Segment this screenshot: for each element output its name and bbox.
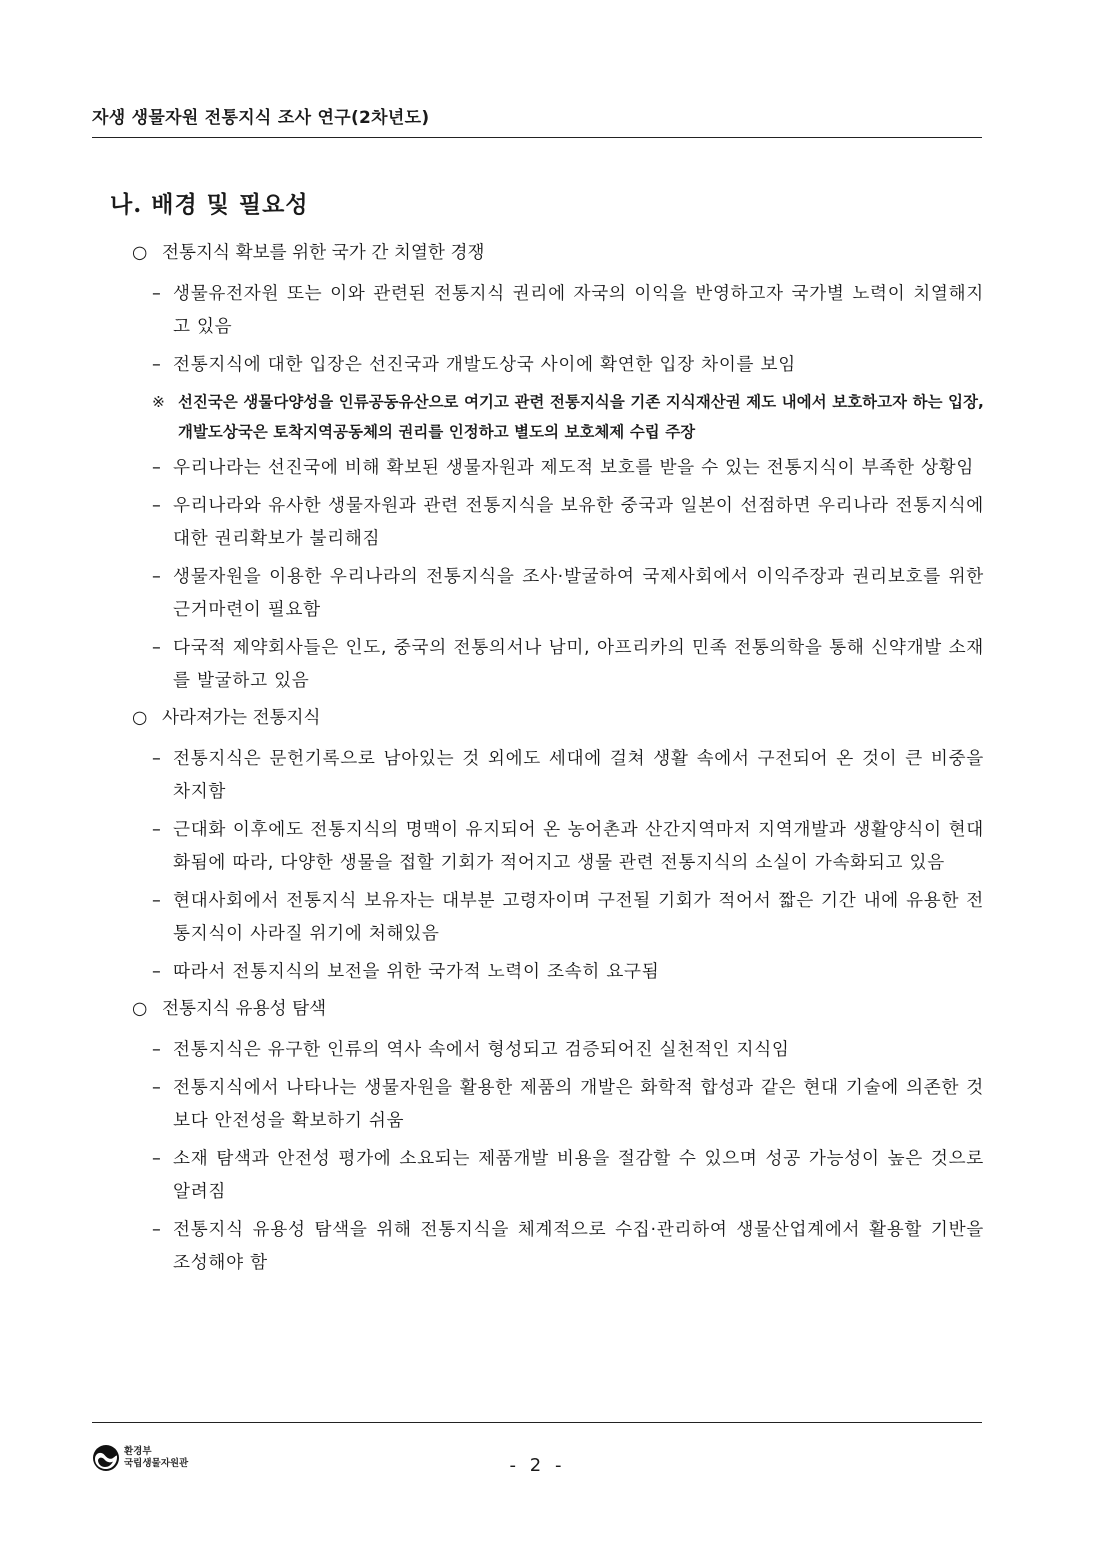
circle-bullet-icon: ○ [132,243,148,263]
document-body [132,238,984,1285]
dash-bullet: – [152,1040,162,1060]
list-item-text: 생물자원을 이용한 우리나라의 전통지식을 조사·발굴하여 국제사회에서 이익주장과 권리보호를 위한 근거마련이 필요함 [173,567,984,620]
dash-bullet: – [152,1149,162,1169]
list-item [132,1143,984,1209]
list-item [132,743,984,809]
list-item-text: 따라서 전통지식의 보전을 위한 국가적 노력이 조속히 요구됨 [173,962,660,982]
list-item-text: 우리나라와 유사한 생물자원과 관련 전통지식을 보유한 중국과 일본이 선점하면 우리나라 전통지식에 대한 권리확보가 불리해짐 [173,496,984,549]
logo-institute-name: 국립생물자원관 [124,1458,189,1469]
list-item-text: 전통지식은 문헌기록으로 남아있는 것 외에도 세대에 걸쳐 생활 속에서 구전되어 온 것이 큰 비중을 차지함 [173,749,984,802]
header-divider [92,137,982,138]
list-item-text: 전통지식에 대한 입장은 선진국과 개발도상국 사이에 확연한 입장 차이를 보임 [173,355,796,375]
dash-bullet: – [152,284,162,304]
list-item [132,632,984,698]
note-text: 선진국은 생물다양성을 인류공동유산으로 여기고 관련 전통지식을 기존 지식재산권 제도 내에서 보호하고자 하는 입장, 개발도상국은 토착지역공동체의 권리를 인정하고 별도의 보호체제 수립 주장 [178,393,984,441]
list-item-text: 전통지식 유용성 탐색을 위해 전통지식을 체계적으로 수집·관리하여 생물산업계에서 활용할 기반을 조성해야 함 [173,1220,984,1273]
topic-title: 사라져가는 전통지식 [162,708,321,728]
list-item-text: 근대화 이후에도 전통지식의 명맥이 유지되어 온 농어촌과 산간지역마저 지역개발과 생활양식이 현대화됨에 따라, 다양한 생물을 접할 기회가 적어지고 생물 관련 전통지식의 소실이 가속화되고 있음 [173,820,984,873]
list-item [132,490,984,556]
circle-bullet-icon: ○ [132,999,148,1019]
page-number: - 2 - [509,1455,566,1476]
running-header-title: 자생 생물자원 전통지식 조사 연구(2차년도) [92,108,430,128]
topic-heading [132,994,984,1024]
list-item-text: 현대사회에서 전통지식 보유자는 대부분 고령자이며 구전될 기회가 적어서 짧은 기간 내에 유용한 전통지식이 사라질 위기에 처해있음 [173,891,984,944]
dash-bullet: – [152,458,162,478]
list-item-text: 생물유전자원 또는 이와 관련된 전통지식 권리에 자국의 이익을 반영하고자 국가별 노력이 치열해지고 있음 [173,284,984,337]
circle-bullet-icon: ○ [132,708,148,728]
dash-bullet: – [152,1220,162,1240]
list-item-text: 다국적 제약회사들은 인도, 중국의 전통의서나 남미, 아프리카의 민족 전통의학을 통해 신약개발 소재를 발굴하고 있음 [173,638,984,691]
reference-mark-icon: ※ [152,393,165,411]
dash-bullet: – [152,1078,162,1098]
list-item-text: 전통지식은 유구한 인류의 역사 속에서 형성되고 검증되어진 실천적인 지식임 [173,1040,790,1060]
footer-divider [92,1422,982,1423]
topic-title: 전통지식 유용성 탐색 [162,999,327,1019]
list-item [132,452,984,485]
logo-ministry-name: 환경부 [124,1446,152,1457]
list-item [132,885,984,951]
list-item [132,956,984,989]
list-item [132,278,984,344]
reference-note [132,387,984,447]
dash-bullet: – [152,820,162,840]
dash-bullet: – [152,891,162,911]
topic-heading [132,238,984,268]
dash-bullet: – [152,962,162,982]
list-item [132,561,984,627]
list-item [132,814,984,880]
topic-title: 전통지식 확보를 위한 국가 간 치열한 경쟁 [162,243,485,263]
list-item [132,1034,984,1067]
list-item [132,349,984,382]
dash-bullet: – [152,496,162,516]
list-item-text: 전통지식에서 나타나는 생물자원을 활용한 제품의 개발은 화학적 합성과 같은 현대 기술에 의존한 것보다 안전성을 확보하기 쉬움 [173,1078,984,1131]
dash-bullet: – [152,355,162,375]
section-title: 나. 배경 및 필요성 [110,191,309,218]
list-item-text: 우리나라는 선진국에 비해 확보된 생물자원과 제도적 보호를 받을 수 있는 전통지식이 부족한 상황임 [173,458,975,478]
list-item [132,1072,984,1138]
list-item-text: 소재 탐색과 안전성 평가에 소요되는 제품개발 비용을 절감할 수 있으며 성공 가능성이 높은 것으로 알려짐 [173,1149,984,1202]
list-item [132,1214,984,1280]
dash-bullet: – [152,567,162,587]
dash-bullet: – [152,749,162,769]
dash-bullet: – [152,638,162,658]
topic-heading [132,703,984,733]
